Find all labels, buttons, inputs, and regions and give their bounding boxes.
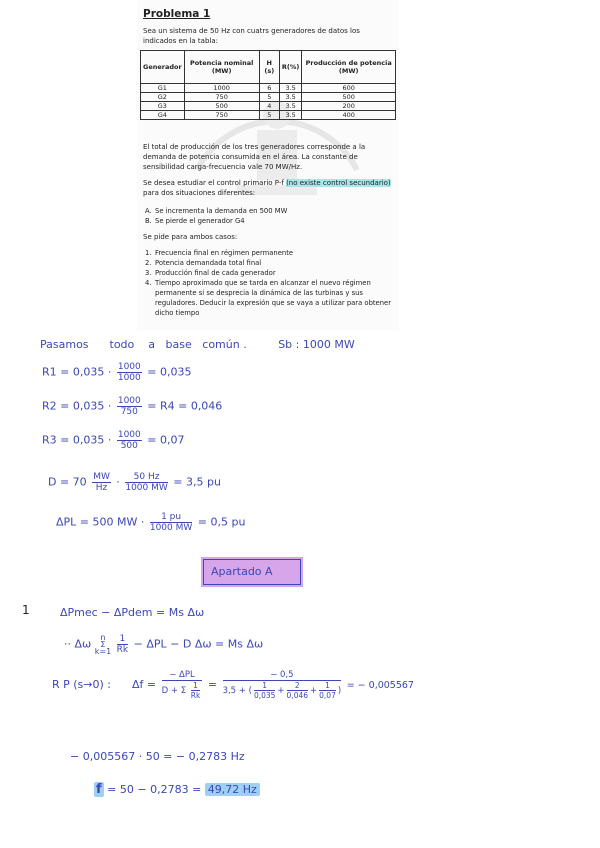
list-item-text: Producción final de cada generador xyxy=(155,269,276,277)
fraction-numerator: 2 xyxy=(287,681,308,691)
fraction-numerator: MW xyxy=(93,472,110,482)
list-item xyxy=(143,248,395,258)
paragraph-control xyxy=(143,178,395,198)
note-swing-equation: ΔPmec − ΔPdem = Ms Δω xyxy=(60,606,205,619)
fraction xyxy=(150,512,192,533)
list-item-text: Se pierde el generador G4 xyxy=(155,217,245,225)
paragraph-control-end: para dos situaciones diferentes: xyxy=(143,189,256,197)
table-cell: G3 xyxy=(141,102,185,111)
fraction-denominator: 750 xyxy=(120,407,138,417)
ask-intro: Se pide para ambos casos: xyxy=(143,233,238,241)
section-label: Apartado A xyxy=(211,565,273,578)
list-item-text: Se incrementa la demanda en 500 MW xyxy=(155,207,288,215)
list-item-text: Frecuencia final en régimen permanente xyxy=(155,249,294,257)
fraction xyxy=(117,362,142,383)
equation-rhs: = 3,5 pu xyxy=(173,475,221,489)
final-frequency-expression: = 50 − 0,2783 = xyxy=(107,783,202,796)
table-cell: 6 xyxy=(259,84,279,93)
table-cell: 3.5 xyxy=(279,111,301,120)
list-item xyxy=(143,258,395,268)
column-header: H (s) xyxy=(259,51,279,84)
denominator-part: 3,5 + xyxy=(222,686,246,696)
problem-title: Problema 1 xyxy=(143,8,211,20)
list-item xyxy=(143,216,395,226)
table-cell: 750 xyxy=(184,111,259,120)
note-base-line xyxy=(40,338,355,351)
fraction-numerator: 1000 xyxy=(117,396,141,406)
list-marker: 3. xyxy=(145,269,152,277)
table-cell: 3.5 xyxy=(279,93,301,102)
list-marker: 1. xyxy=(145,249,152,257)
fraction-numerator: − 0,5 xyxy=(223,670,342,681)
fraction-denominator: 0,07 xyxy=(319,691,336,700)
fraction xyxy=(125,472,167,493)
table-cell: 600 xyxy=(302,84,396,93)
column-header: R(%) xyxy=(279,51,301,84)
equation-rhs: = 0,035 xyxy=(147,365,192,379)
note-r1 xyxy=(42,362,191,383)
note-hz-conversion: − 0,005567 · 50 = − 0,2783 Hz xyxy=(70,750,245,763)
paragraph-production: El total de producción de los tres generadores corresponde a la demanda de potencia consumida en el área. La constante de sensibilidad carga-frecuencia vale 70 MW/Hz. xyxy=(143,143,366,171)
column-header: Potencia nominal (MW) xyxy=(184,51,259,84)
note-word: todo xyxy=(109,338,135,351)
list-marker: 2. xyxy=(145,259,152,267)
equation-lhs: R1 = 0,035 · xyxy=(42,365,112,379)
table-cell: 400 xyxy=(302,111,396,120)
problem-intro: Sea un sistema de 50 Hz con cuatrs generadores de datos los indicados en la tabla: xyxy=(143,27,360,45)
fraction-numerator: 1 pu xyxy=(150,512,192,523)
note-swing-expanded xyxy=(64,634,263,655)
note-final-frequency xyxy=(94,782,260,797)
fraction-denominator: D + Σ $\frac{1}{Rk}$ xyxy=(161,681,201,700)
fraction xyxy=(223,670,342,700)
table-cell: 3.5 xyxy=(279,84,301,93)
highlighted-note: (no existe control secundario) xyxy=(286,179,391,187)
fraction xyxy=(117,634,128,655)
equation-rhs: = 0,07 xyxy=(147,433,185,447)
fraction-denominator: Rk xyxy=(190,691,201,700)
table-row xyxy=(141,111,396,120)
problem-statement xyxy=(137,0,399,330)
final-frequency-symbol: f xyxy=(96,782,102,797)
steady-state-label: R P (s→0) : xyxy=(52,678,112,691)
note-word: común . xyxy=(202,338,247,351)
section-label-box xyxy=(203,559,301,585)
table-cell: G4 xyxy=(141,111,185,120)
fraction-denominator: 1000 xyxy=(117,373,141,383)
fraction-denominator: 1000 MW xyxy=(125,483,168,493)
sum-lower: k=1 xyxy=(94,647,112,656)
final-frequency-result: 49,72 Hz xyxy=(205,783,260,796)
operator: · xyxy=(116,475,120,489)
list-item xyxy=(143,206,395,216)
list-item-text: Tiempo aproximado que se tarda en alcanzar el nuevo régimen permanente si se desprecia la dinámica de las turbinas y sus reguladores. Deducir la expresión que se vaya a utilizar para obtener dicho tiempo xyxy=(155,279,392,317)
paragraph-control-start: Se desea estudiar el control primario P-f xyxy=(143,179,287,187)
list-item-text: Potencia demandada total final xyxy=(155,259,262,267)
fraction xyxy=(117,430,142,451)
equation-lhs: R3 = 0,035 · xyxy=(42,433,112,447)
fraction-numerator: 1 xyxy=(117,634,128,645)
table-cell: 500 xyxy=(302,93,396,102)
fraction-numerator: 1000 xyxy=(117,362,141,372)
fraction-numerator: 1000 xyxy=(117,430,141,440)
equation-rhs: = 0,5 pu xyxy=(197,515,246,529)
table-cell: 750 xyxy=(184,93,259,102)
fraction xyxy=(319,681,336,700)
fraction-numerator: 1 xyxy=(254,681,275,691)
fraction xyxy=(254,681,275,700)
table-cell: 5 xyxy=(259,111,279,120)
fraction-denominator: Rk xyxy=(116,645,129,655)
equation-lhs: D = 70 xyxy=(48,475,87,489)
note-word: base xyxy=(165,338,192,351)
note-word: a xyxy=(148,338,156,351)
fraction xyxy=(191,681,201,700)
table-cell: 200 xyxy=(302,102,396,111)
table-row xyxy=(141,102,396,111)
fraction-denominator: 3,5 + ( $\frac{1}{0,035}$ + $\frac{2}{0,046}$ + $\frac{1}{0,07}$ ) xyxy=(222,681,342,700)
equation-rhs: = − 0,005567 xyxy=(346,680,414,691)
equation-part: − ΔPL − D Δω = Ms Δω xyxy=(133,637,264,651)
sum-symbol: n Σ k=1 xyxy=(94,633,112,656)
equation-lhs: R2 = 0,035 · xyxy=(42,399,112,413)
situation-list xyxy=(143,206,395,226)
note-load-step xyxy=(56,512,245,533)
equation-lhs: Δf = xyxy=(132,678,157,691)
list-marker: 4. xyxy=(145,279,152,287)
table-cell: G2 xyxy=(141,93,185,102)
sum-upper: n xyxy=(100,633,106,642)
equation-lhs: ΔPL = 500 MW · xyxy=(56,515,145,529)
fraction-denominator: 500 xyxy=(120,441,138,451)
note-word: Pasamos xyxy=(40,338,89,351)
fraction-denominator: Hz xyxy=(95,483,108,493)
table-row xyxy=(141,93,396,102)
generator-table xyxy=(140,50,396,120)
fraction-numerator: − ΔPL xyxy=(162,670,203,681)
denominator-part: D + xyxy=(161,686,178,696)
note-r3 xyxy=(42,430,184,451)
equation-part: ·· Δω xyxy=(64,637,92,651)
operator: = xyxy=(207,678,218,691)
list-item xyxy=(143,268,395,278)
ask-list xyxy=(143,248,395,318)
equation-rhs: = R4 = 0,046 xyxy=(147,399,223,413)
item-number: 1 xyxy=(22,603,30,617)
table-row xyxy=(141,84,396,93)
note-r2 xyxy=(42,396,222,417)
fraction xyxy=(92,472,111,493)
table-cell: 500 xyxy=(184,102,259,111)
table-cell: 4 xyxy=(259,102,279,111)
fraction xyxy=(287,681,308,700)
table-cell: G1 xyxy=(141,84,185,93)
table-cell: 5 xyxy=(259,93,279,102)
fraction-denominator: 0,035 xyxy=(253,691,276,700)
fraction-numerator: 1 xyxy=(319,681,336,691)
note-steady-state xyxy=(52,670,414,700)
base-power: Sb : 1000 MW xyxy=(278,338,355,351)
fraction-denominator: 0,046 xyxy=(286,691,309,700)
fraction xyxy=(162,670,203,700)
fraction-denominator: 1000 MW xyxy=(149,523,193,533)
note-damping xyxy=(48,472,221,493)
list-marker: A. xyxy=(145,207,152,215)
fraction-numerator: 1 xyxy=(191,681,201,691)
list-item xyxy=(143,278,395,318)
table-cell: 1000 xyxy=(184,84,259,93)
table-cell: 3.5 xyxy=(279,102,301,111)
fraction-numerator: 50 Hz xyxy=(125,472,167,483)
column-header: Generador xyxy=(141,51,185,84)
list-marker: B. xyxy=(145,217,152,225)
fraction xyxy=(117,396,142,417)
column-header: Producción de potencia (MW) xyxy=(302,51,396,84)
table-header-row xyxy=(141,51,396,84)
